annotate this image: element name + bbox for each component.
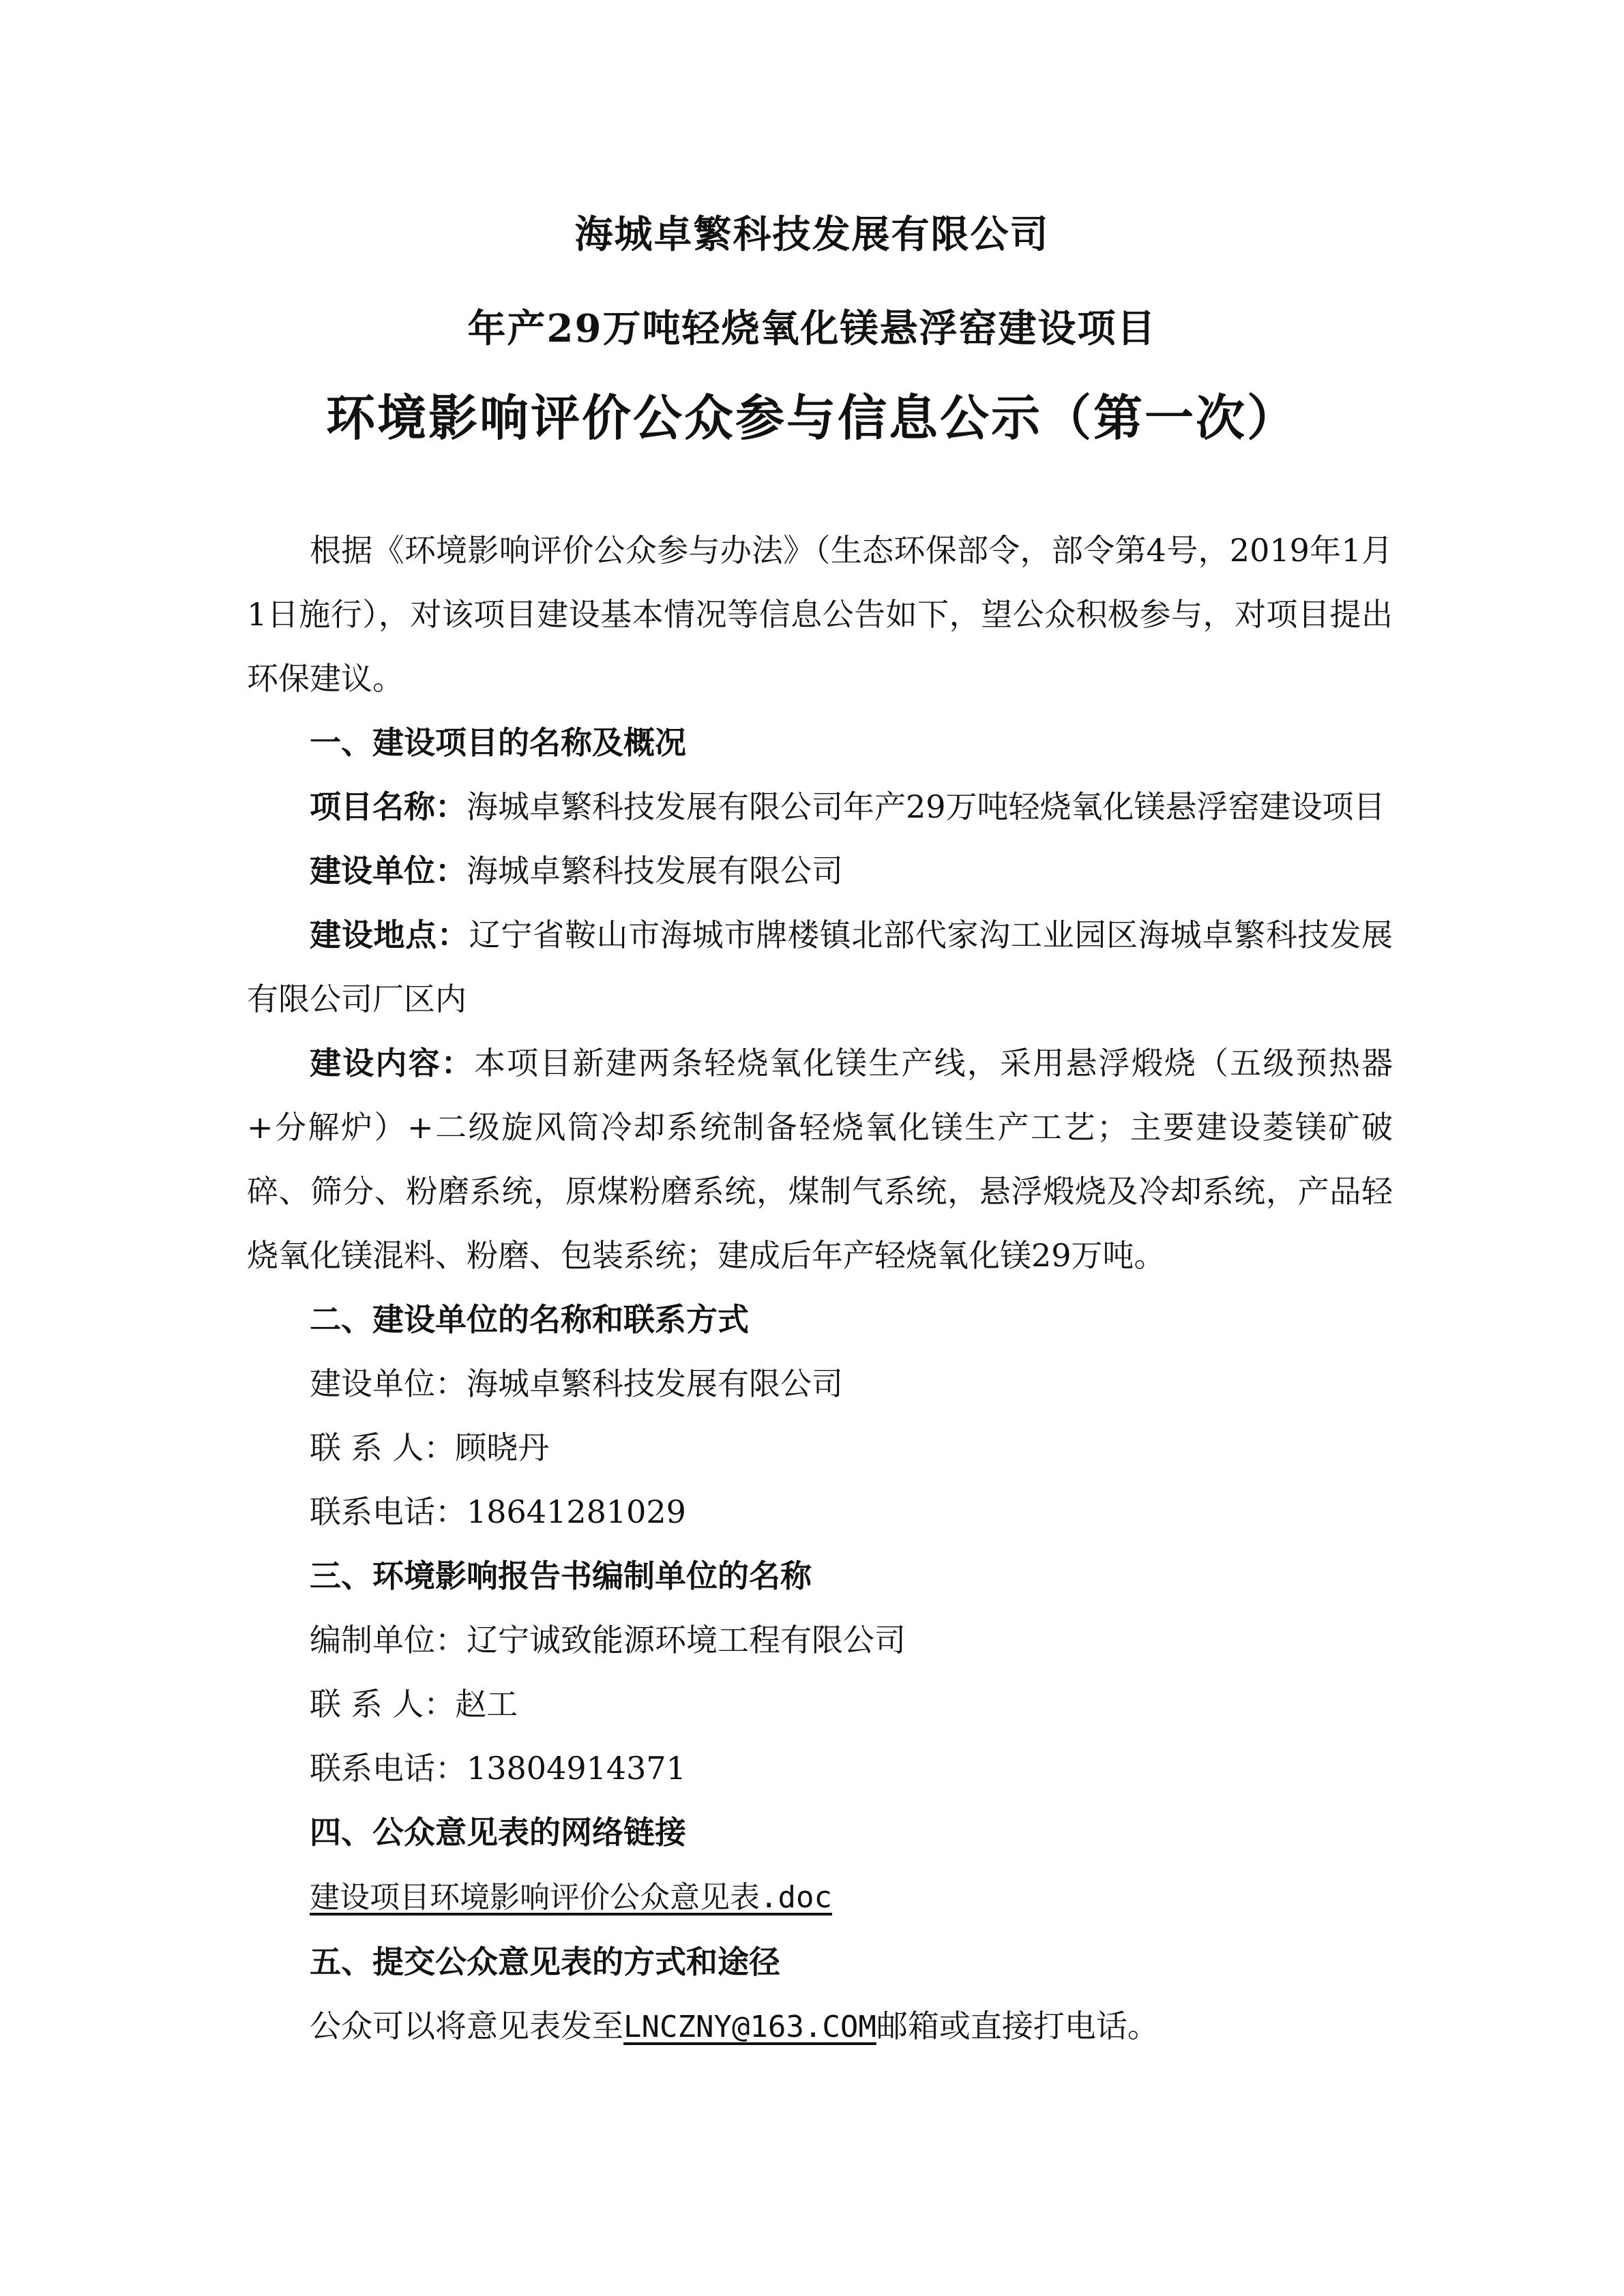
section2-contact: 联 系 人：顾晓丹 [310,1429,550,1466]
intro-paragraph: 根据《环境影响评价公众参与办法》（生态环保部令，部令第4号，2019年1月1日施行），对该项目建设基本情况等信息公告如下，望公众积极参与，对项目提出环保建议。 [247,532,1393,697]
title-notice: 环境影响评价公众参与信息公示（第一次） [325,389,1298,447]
section5-text-before: 公众可以将意见表发至 [310,2008,623,2044]
construction-content-paragraph [247,1031,1393,1287]
email-link[interactable]: LNCZNY@163.COM [623,2010,876,2044]
construction-unit-value: 海城卓繁科技发展有限公司 [467,852,843,889]
section4-heading: 四、公众意见表的网络链接 [310,1814,686,1851]
construction-unit-label: 建设单位： [310,852,467,889]
project-name-value: 海城卓繁科技发展有限公司年产29万吨轻烧氧化镁悬浮窑建设项目 [467,788,1385,825]
construction-site-paragraph [247,903,1393,1031]
title-company: 海城卓繁科技发展有限公司 [574,212,1050,257]
construction-site-label: 建设地点： [310,916,469,953]
section5-paragraph [247,1994,1393,2059]
construction-site-value: 辽宁省鞍山市海城市牌楼镇北部代家沟工业园区海城卓繁科技发展有限公司厂区内 [247,916,1393,1017]
section2-heading: 二、建设单位的名称和联系方式 [310,1301,749,1338]
construction-content-label: 建设内容： [310,1045,474,1082]
section1-heading: 一、建设项目的名称及概况 [310,724,686,761]
title-project: 年产29万吨轻烧氧化镁悬浮窑建设项目 [467,306,1157,351]
construction-unit-paragraph [247,839,1393,903]
construction-content-value: 本项目新建两条轻烧氧化镁生产线，采用悬浮煅烧（五级预热器+分解炉）+二级旋风筒冷却系统制备轻烧氧化镁生产工艺；主要建设菱镁矿破碎、筛分、粉磨系统，原煤粉磨系统，煤制气系统，悬浮煅烧及冷却系统，产品轻烧氧化镁混料、粉磨、包装系统；建成后年产轻烧氧化镁29万吨。 [247,1045,1393,1274]
project-name-paragraph [247,775,1393,839]
section3-unit: 编制单位：辽宁诚致能源环境工程有限公司 [310,1622,906,1658]
document-body [247,518,1393,2059]
section2-unit: 建设单位：海城卓繁科技发展有限公司 [310,1365,843,1402]
section5-text-after: 邮箱或直接打电话。 [876,2008,1159,2044]
section2-phone: 联系电话：18641281029 [310,1493,686,1530]
section3-heading: 三、环境影响报告书编制单位的名称 [310,1557,812,1594]
section4-link-paragraph [247,1864,1393,1930]
project-name-label: 项目名称： [310,788,467,825]
section3-contact: 联 系 人：赵工 [310,1686,518,1723]
opinion-form-link[interactable]: 建设项目环境影响评价公众意见表.doc [310,1880,832,1915]
section3-phone: 联系电话：13804914371 [310,1750,686,1787]
section5-heading: 五、提交公众意见表的方式和途径 [310,1943,780,1980]
